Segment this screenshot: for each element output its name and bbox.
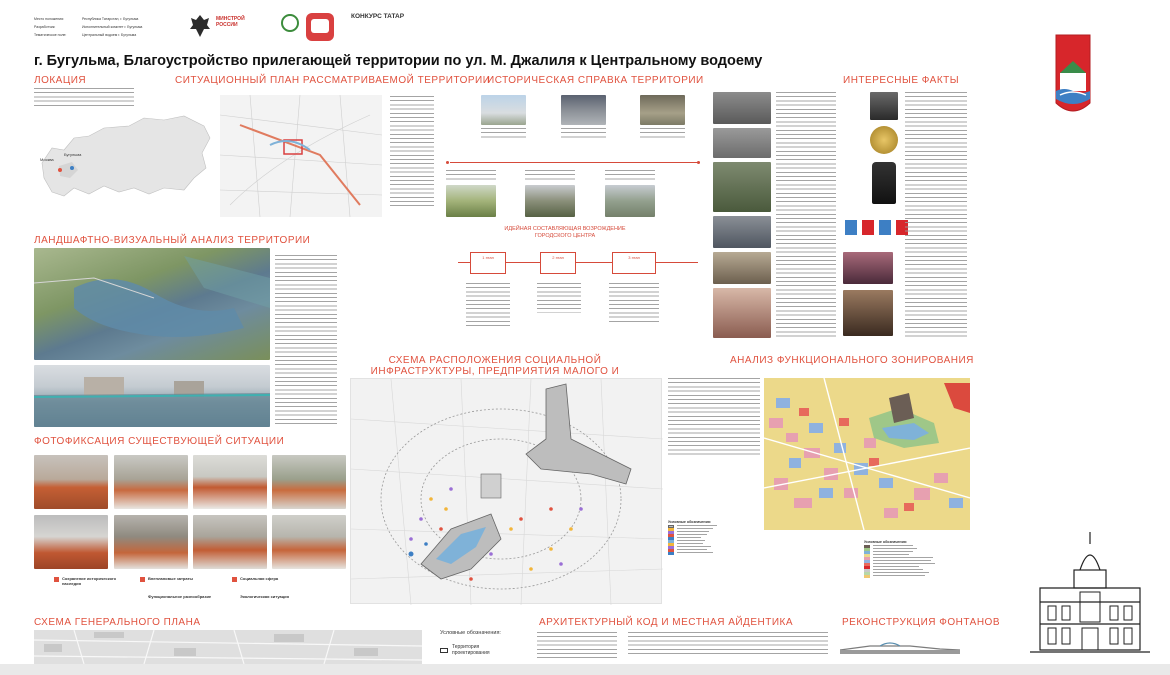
site-photo bbox=[114, 455, 188, 509]
fact-photo bbox=[713, 216, 771, 248]
site-photo bbox=[193, 455, 267, 509]
meta-row: Тематическое поле: bbox=[34, 33, 67, 37]
stage-2-box: 2 этап bbox=[540, 252, 576, 274]
medal-icon bbox=[870, 126, 898, 154]
emblem-icon bbox=[879, 220, 891, 235]
emblem-icon bbox=[862, 220, 874, 235]
site-photo bbox=[34, 455, 108, 509]
history-photo bbox=[446, 185, 496, 217]
section-title-facts: ИНТЕРЕСНЫЕ ФАКТЫ bbox=[843, 75, 960, 86]
fact-photo bbox=[713, 252, 771, 284]
fact-photo bbox=[713, 162, 771, 212]
situational-plan-map bbox=[220, 95, 382, 217]
section-title-situational-plan: СИТУАЦИОННЫЙ ПЛАН РАССМАТРИВАЕМОЙ ТЕРРИТОРИИ bbox=[175, 75, 491, 86]
minstroy-logo: МИНСТРОЙ РОССИИ bbox=[216, 16, 245, 28]
photo-note: Социальная сфера bbox=[240, 576, 279, 581]
photo-note: Внеплановые затраты bbox=[148, 576, 193, 581]
social-legend: Условные обозначения: bbox=[668, 520, 758, 555]
moscow-label: Москва bbox=[40, 157, 54, 162]
zoning-legend: Условные обозначения: bbox=[864, 540, 964, 578]
landscape-aerial-photo bbox=[34, 248, 270, 360]
master-plan-legend: Условные обозначения: Территория проектирования bbox=[440, 630, 501, 656]
facts-text-column bbox=[776, 92, 836, 337]
city-label: Бугульма bbox=[64, 152, 82, 157]
meta-row: Место положения: bbox=[34, 17, 64, 21]
landscape-description bbox=[275, 255, 337, 425]
bottom-bar bbox=[0, 664, 1170, 675]
fountain-drawing bbox=[840, 640, 960, 654]
russia-map bbox=[34, 108, 214, 208]
arch-code-text bbox=[537, 632, 617, 660]
site-photo bbox=[114, 515, 188, 569]
territory-swatch bbox=[440, 648, 448, 653]
fact-photo bbox=[713, 92, 771, 124]
fact-photo bbox=[843, 252, 893, 284]
history-photo bbox=[481, 95, 526, 125]
section-title-master-plan: СХЕМА ГЕНЕРАЛЬНОГО ПЛАНА bbox=[34, 617, 201, 628]
section-title-zoning: АНАЛИЗ ФУНКЦИОНАЛЬНОГО ЗОНИРОВАНИЯ bbox=[730, 355, 974, 366]
section-title-photos: ФОТОФИКСАЦИЯ СУЩЕСТВУЮЩЕЙ СИТУАЦИИ bbox=[34, 436, 285, 447]
location-description bbox=[34, 88, 134, 106]
stage-1-box: 1 этап bbox=[470, 252, 506, 274]
timeline-line bbox=[450, 162, 700, 163]
project-meta: Место положения: Республика Татарстан, г. Бугульма Разработчик: Исполнительный комитет г. Бугульма Тематическое поле: Центральный водоем г. Бугульма bbox=[34, 17, 143, 37]
social-infrastructure-map bbox=[350, 378, 662, 604]
site-photo bbox=[193, 515, 267, 569]
fact-portrait bbox=[870, 92, 898, 120]
photo-note: Сохранение исторического наследия bbox=[62, 576, 117, 586]
situational-plan-notes bbox=[390, 96, 434, 206]
stage-3-box: 3 этап bbox=[612, 252, 656, 274]
site-photo bbox=[272, 515, 346, 569]
section-title-history: ИСТОРИЧЕСКАЯ СПРАВКА ТЕРРИТОРИИ bbox=[487, 75, 704, 86]
photo-note: Функциональное разнообразие bbox=[148, 594, 212, 599]
history-photo bbox=[605, 185, 655, 217]
section-title-arch-code: АРХИТЕКТУРНЫЙ КОД И МЕСТНАЯ АЙДЕНТИКА bbox=[539, 617, 794, 628]
emblem-icon bbox=[845, 220, 857, 235]
social-description bbox=[668, 378, 760, 456]
section-title-landscape: ЛАНДШАФТНО-ВИЗУАЛЬНЫЙ АНАЛИЗ ТЕРРИТОРИИ bbox=[34, 235, 311, 246]
section-title-fountains: РЕКОНСТРУКЦИЯ ФОНТАНОВ bbox=[842, 617, 1000, 628]
page-title: г. Бугульма, Благоустройство прилегающей территории по ул. М. Джалиля к Центральному водоему bbox=[34, 53, 763, 69]
concept-label: ИДЕЙНАЯ СОСТАВЛЯЮЩАЯ ВОЗРОЖДЕНИЕ ГОРОДСКОГО ЦЕНТРА bbox=[504, 226, 626, 239]
arch-code-text bbox=[628, 632, 828, 656]
fact-photo bbox=[713, 128, 771, 158]
green-circle-logo-icon bbox=[281, 14, 299, 32]
history-photo bbox=[561, 95, 606, 125]
landscape-panorama-photo bbox=[34, 365, 270, 427]
bottle-icon bbox=[872, 162, 896, 204]
meta-row: Разработчик: bbox=[34, 25, 56, 29]
master-plan-map bbox=[34, 630, 422, 664]
photo-note: Экологическая ситуация bbox=[240, 594, 289, 599]
history-photo bbox=[525, 185, 575, 217]
fact-photo bbox=[843, 290, 893, 336]
historic-building-drawing bbox=[1030, 530, 1150, 660]
section-title-social: СХЕМА РАСПОЛОЖЕНИЯ СОЦИАЛЬНОЙ ИНФРАСТРУКТУРЫ, ПРЕДПРИЯТИЯ МАЛОГО И bbox=[370, 355, 620, 377]
eagle-emblem-icon bbox=[188, 13, 212, 39]
zoning-map bbox=[764, 378, 970, 530]
fact-photo bbox=[713, 288, 771, 338]
coat-of-arms-icon bbox=[1054, 33, 1092, 119]
history-photo bbox=[640, 95, 685, 125]
section-title-location: ЛОКАЦИЯ bbox=[34, 75, 87, 86]
facts-text-column bbox=[905, 92, 967, 337]
city-logo-icon bbox=[306, 13, 334, 41]
site-photo bbox=[34, 515, 108, 569]
konkurs-logo: КОНКУРС ТАТАР bbox=[351, 13, 405, 20]
site-photo bbox=[272, 455, 346, 509]
